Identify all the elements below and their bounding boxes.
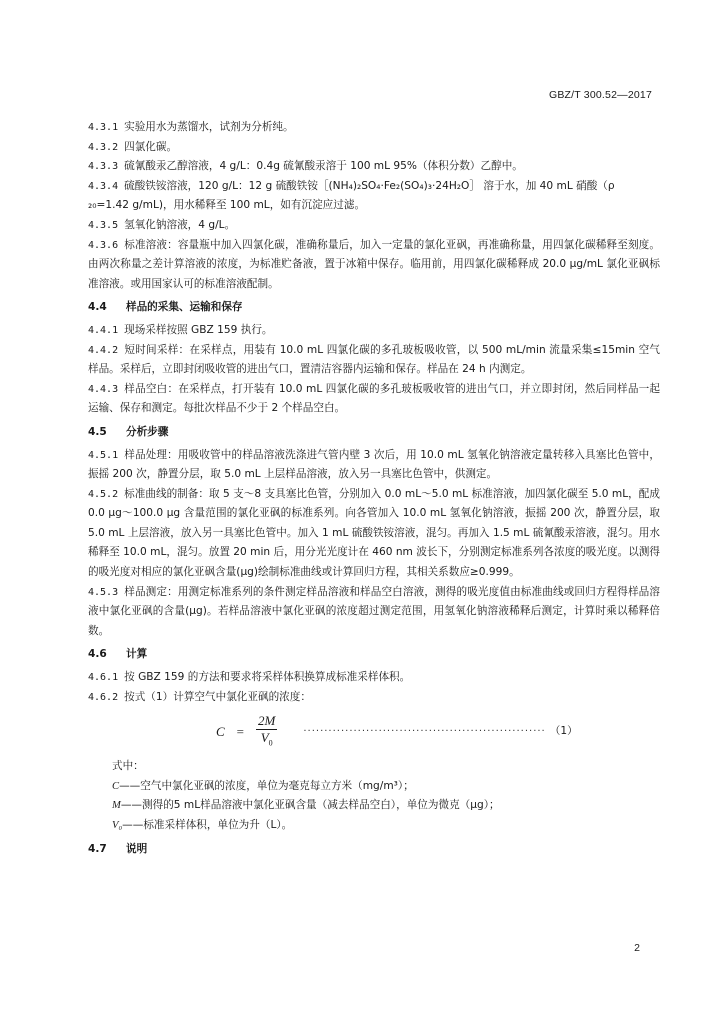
- symbol-V0: [112, 816, 660, 836]
- formula-lhs: C: [216, 724, 225, 740]
- symbol-M: [112, 796, 660, 816]
- clause-text-line2: ₂₀=1.42 g/mL)，用水稀释至 100 mL，如有沉淀应过滤。: [88, 199, 366, 212]
- standard-code: GBZ/T 300.52—2017: [548, 89, 652, 101]
- section-number: 4.5: [88, 425, 107, 438]
- clause-4-4-2: [88, 341, 660, 380]
- clause-number: 4.6.1: [88, 672, 119, 684]
- clause-number: 4.3.3: [88, 161, 119, 173]
- clause-number: 4.5.2: [88, 488, 119, 500]
- symbol-description: ——空气中氯化亚砜的浓度，单位为毫克每立方米（mg/m³）；: [119, 779, 414, 792]
- document-body: [88, 118, 660, 862]
- clause-4-3-6: [88, 236, 660, 295]
- clause-text: 按 GBZ 159 的方法和要求将采样体积换算成标准采样体积。: [124, 671, 411, 684]
- clause-text: 标准曲线的制备：取 5 支～8 支具塞比色管，分别加入 0.0 mL～5.0 mL 标准溶液，加四氯化碳至 5.0 mL，配成 0.0 μg～100.0 μg 含量范围的氯化亚砜的标准系列。向各管加入 10.0 mL 氢氧化钠溶液，振摇 200 次，静置分层，取 5.0 mL 上层溶液，放入另一具塞比色管中。加入 1 mL 硫酸铁铵溶液，混匀。再加入 1.5 mL 硫氰酸汞溶液，混匀。用水稀释至 10.0 mL，混匀。放置 20 min 后，用分光光度计在 460 nm 波长下，分别测定标准系列各浓度的吸光度。以测得的吸光度对相应的氯化亚砜含量(μg)绘制标准曲线或计算回归方程，其相关系数应≥0.999。: [88, 487, 660, 579]
- formula-denominator-subscript: 0: [268, 738, 273, 748]
- section-title: 分析步骤: [126, 425, 169, 438]
- clause-number: 4.3.1: [88, 122, 119, 133]
- clause-4-3-3: [88, 157, 660, 177]
- formula-number: （1）: [549, 725, 578, 738]
- clause-4-3-4: [88, 177, 660, 216]
- clause-4-5-2: [88, 485, 660, 583]
- formula-numerator: 2M: [258, 712, 276, 728]
- formula-1: [88, 709, 660, 755]
- clause-number: 4.5.3: [88, 586, 119, 598]
- clause-number: 4.4.1: [88, 324, 119, 336]
- clause-4-4-1: [88, 321, 660, 341]
- clause-number: 4.4.3: [88, 383, 119, 395]
- clause-text: 样品处理：用吸收管中的样品溶液洗涤进气管内壁 3 次后，用 10.0 mL 氢氧化钠溶液定量转移入具塞比色管中，振摇 200 次，静置分层，取 5.0 mL 上层样品溶液，放入另一具塞比色管中，供测定。: [88, 448, 660, 481]
- section-heading-4-7: [88, 840, 660, 860]
- symbol: M: [112, 800, 121, 812]
- where-label: 式中：: [112, 760, 144, 773]
- clause-text: 实验用水为蒸馏水，试剂为分析纯。: [124, 121, 294, 133]
- section-heading-4-4: [88, 298, 660, 318]
- section-title: 计算: [126, 648, 148, 661]
- clause-text: 四氯化碳。: [124, 140, 178, 153]
- clause-4-5-3: [88, 583, 660, 642]
- clause-text: 样品空白：在采样点，打开装有 10.0 mL 四氯化碳的多孔玻板吸收管的进出气口，并立即封闭，然后同样品一起运输、保存和测定。每批次样品不少于 2 个样品空白。: [88, 382, 660, 415]
- formula-denominator: [261, 730, 273, 752]
- clause-text: 按式（1）计算空气中氯化亚砜的浓度：: [124, 690, 311, 703]
- clause-4-3-2: [88, 138, 660, 158]
- section-number: 4.4: [88, 301, 107, 314]
- section-number: 4.7: [88, 842, 107, 855]
- section-number: 4.6: [88, 648, 107, 661]
- formula-fraction: [256, 713, 277, 752]
- symbol: V₀: [112, 820, 123, 831]
- clause-4-4-3: [88, 380, 660, 419]
- clause-text: 现场采样按照 GBZ 159 执行。: [124, 323, 273, 336]
- clause-text-line1: 硫酸铁铵溶液，120 g/L：12 g 硫酸铁铵［(NH₄)₂SO₄·Fe₂(SO₄)₃·24H₂O］ 溶于水，加 40 mL 硝酸（ρ: [124, 179, 615, 192]
- symbol-description: ——标准采样体积，单位为升（L）。: [122, 819, 293, 831]
- clause-number: 4.3.2: [88, 141, 119, 153]
- clause-number: 4.6.2: [88, 691, 119, 703]
- symbol-description: ——测得的5 mL样品溶液中氯化亚砜含量（减去样品空白），单位为微克（μg）；: [120, 799, 500, 812]
- formula-equals: =: [236, 724, 245, 740]
- clause-4-6-2: [88, 688, 660, 708]
- formula-denominator-symbol: V: [260, 729, 269, 745]
- symbol: C: [112, 780, 120, 792]
- section-title: 说明: [126, 842, 148, 855]
- section-title: 样品的采集、运输和保存: [126, 301, 243, 314]
- page-number: 2: [634, 942, 640, 954]
- symbol-C: [112, 777, 660, 797]
- clause-number: 4.3.5: [88, 219, 119, 231]
- clause-number: 4.4.2: [88, 344, 119, 356]
- clause-text: 氢氧化钠溶液，4 g/L。: [124, 218, 236, 231]
- clause-text: 标准溶液：容量瓶中加入四氯化碳，准确称量后，加入一定量的氯化亚砜，再准确称量，用四氯化碳稀释至刻度。由两次称量之差计算溶液的浓度，为标准贮备液，置于冰箱中保存。临用前，用四氯化碳稀释成 20.0 μg/mL 氯化亚砜标准溶液。或用国家认可的标准溶液配制。: [88, 238, 660, 290]
- symbol-definitions: [88, 757, 660, 835]
- clause-4-3-1: [88, 118, 660, 138]
- clause-4-6-1: [88, 668, 660, 688]
- clause-4-3-5: [88, 216, 660, 236]
- section-heading-4-5: [88, 423, 660, 443]
- clause-text: 硫氰酸汞乙醇溶液，4 g/L：0.4g 硫氰酸汞溶于 100 mL 95%（体积分数）乙醇中。: [124, 160, 523, 173]
- clause-number: 4.3.6: [88, 239, 119, 251]
- formula-leader-dots: ··························································: [303, 726, 546, 738]
- clause-4-5-1: [88, 446, 660, 485]
- clause-text: 短时间采样：在采样点，用装有 10.0 mL 四氯化碳的多孔玻板吸收管，以 500 mL/min 流量采集≤15min 空气样品。采样后，立即封闭吸收管的进出气口，置清洁容器内运输和保存。样品在 24 h 内测定。: [88, 343, 660, 376]
- clause-text: 样品测定：用测定标准系列的条件测定样品溶液和样品空白溶液，测得的吸光度值由标准曲线或回归方程得样品溶液中氯化亚砜的含量(μg)。若样品溶液中氯化亚砜的浓度超过测定范围，用氢氧化钠溶液稀释后测定，计算时乘以稀释倍数。: [88, 585, 660, 637]
- section-heading-4-6: [88, 645, 660, 665]
- clause-number: 4.3.4: [88, 180, 119, 192]
- clause-number: 4.5.1: [88, 449, 119, 461]
